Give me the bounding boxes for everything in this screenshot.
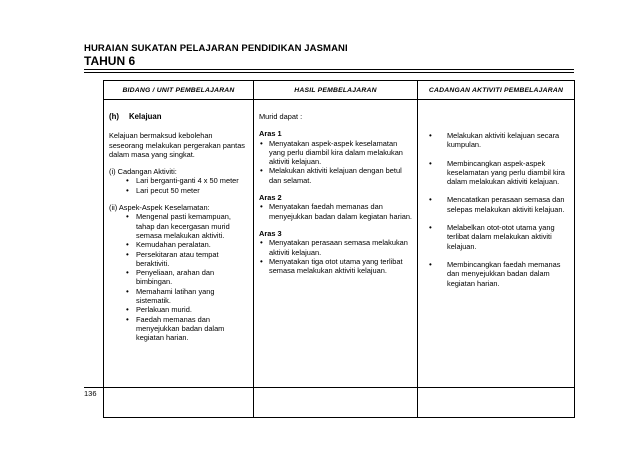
- cell-cadangan: [418, 100, 575, 418]
- header-rule: [84, 69, 574, 70]
- col-header-cadangan: CADANGAN AKTIVITI PEMBELAJARAN: [418, 81, 575, 100]
- section-ii-list: [109, 212, 249, 342]
- table-header-row: [104, 81, 575, 100]
- section-i-list: [109, 176, 249, 195]
- item-title: Kelajuan: [128, 112, 162, 121]
- table-row: [104, 100, 575, 418]
- list-item: • Melabelkan otot-otot utama yang terlibat dalam melakukan aktiviti kelajuan.: [423, 223, 570, 251]
- item-description: Kelajuan bermaksud kebolehan seseorang melakukan pergerakan pantas dalam masa yang singkat.: [109, 131, 245, 159]
- list-item: • Mengenal pasti kemampuan, tahap dan kecergasan murid semasa melakukan aktiviti.: [109, 212, 249, 240]
- document-title: HURAIAN SUKATAN PELAJARAN PENDIDIKAN JASMANI: [84, 43, 348, 54]
- list-item: • Perlakuan murid.: [109, 305, 249, 314]
- list-item: • Menyatakan tiga otot utama yang terlibat semasa melakukan aktiviti kelajuan.: [259, 257, 413, 276]
- list-item: • Persekitaran atau tempat beraktiviti.: [109, 250, 249, 269]
- list-item: • Lari berganti-ganti 4 x 50 meter: [109, 176, 249, 185]
- list-item: • Memahami latihan yang sistematik.: [109, 287, 249, 306]
- list-item: • Kemudahan peralatan.: [109, 240, 249, 249]
- col-header-bidang: BIDANG / UNIT PEMBELAJARAN: [104, 81, 254, 100]
- list-item: • Melakukan aktiviti kelajuan dengan betul dan selamat.: [259, 166, 413, 185]
- item-label: (h): [109, 112, 119, 121]
- aras-1-title: Aras 1: [259, 129, 282, 139]
- item-heading: [109, 112, 249, 121]
- section-ii-title: (ii) Aspek-Aspek Keselamatan:: [109, 203, 210, 213]
- footer-rule: [84, 387, 574, 388]
- list-item: • Membincangkan aspek-aspek keselamatan yang perlu diambil kira dalam melakukan aktiviti kelajuan.: [423, 159, 570, 187]
- list-item: • Membincangkan faedah memanas dan menyejukkan badan dalam kegiatan harian.: [423, 260, 570, 288]
- col-header-hasil: HASIL PEMBELAJARAN: [254, 81, 418, 100]
- list-item: • Mencatatkan perasaan semasa dan selepas melakukan aktiviti kelajuan.: [423, 195, 570, 214]
- section-i-title: (i) Cadangan Aktiviti:: [109, 167, 177, 177]
- syllabus-table: [103, 80, 575, 418]
- header-rule-thin: [84, 72, 574, 73]
- list-item: • Menyatakan aspek-aspek keselamatan yang perlu diambil kira dalam melakukan aktiviti kelajuan.: [259, 139, 413, 167]
- aras-2-list: [259, 202, 413, 221]
- aras-2-title: Aras 2: [259, 193, 282, 203]
- aras-3-list: [259, 238, 413, 275]
- list-item: • Penyeliaan, arahan dan bimbingan.: [109, 268, 249, 287]
- list-item: • Menyatakan faedah memanas dan menyejukkan badan dalam kegiatan harian.: [259, 202, 413, 221]
- document-year: TAHUN 6: [84, 54, 136, 68]
- outcome-intro: Murid dapat :: [259, 112, 303, 121]
- aras-3-title: Aras 3: [259, 228, 282, 238]
- page-number: 136: [84, 389, 97, 398]
- aras-1-list: [259, 139, 413, 185]
- list-item: • Faedah memanas dan menyejukkan badan dalam kegiatan harian.: [109, 315, 249, 343]
- list-item: • Lari pecut 50 meter: [109, 186, 249, 195]
- list-item: • Menyatakan perasaan semasa melakukan aktiviti kelajuan.: [259, 238, 413, 257]
- cell-bidang: [104, 100, 254, 418]
- list-item: • Melakukan aktiviti kelajuan secara kumpulan.: [423, 131, 570, 150]
- cell-hasil: [254, 100, 418, 418]
- activity-list: [423, 131, 570, 288]
